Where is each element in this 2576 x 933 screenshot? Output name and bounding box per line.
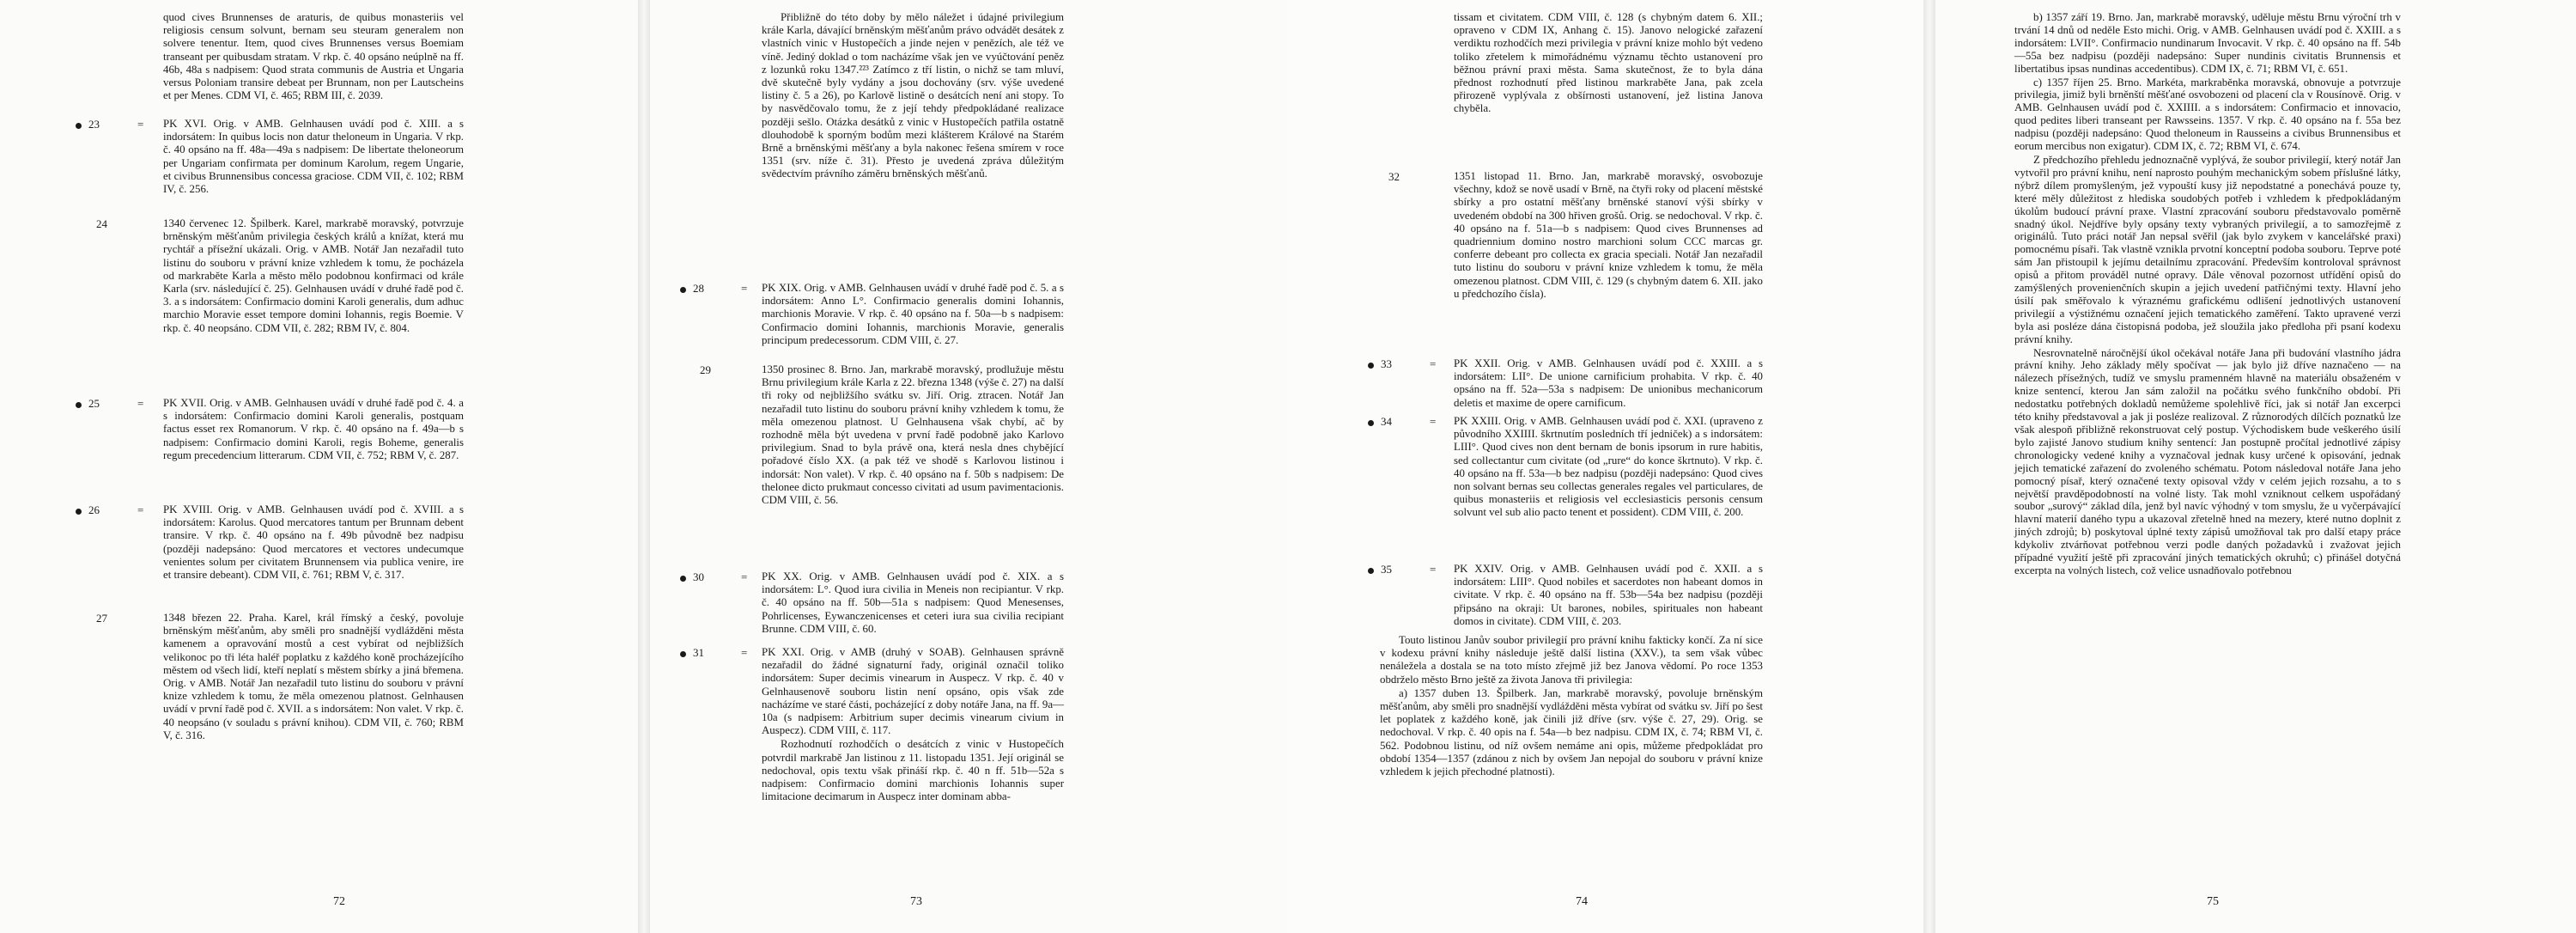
bullet-icon — [1368, 420, 1374, 426]
bullet-icon — [1368, 363, 1374, 369]
page-74 — [1285, 0, 1929, 933]
page-73-entry-28: PK XIX. Orig. v AMB. Gelnhausen uvádí v druhé řadě pod č. 5. a s indorsátem: Anno L°. Confirmacio generalis domini Iohannis, marchionis Moravie. V rkp. č. 40 opsáno na f. 50a—b s nadpisem: Confirmacio domini Iohannis, marchionis Moravie, generalis principum predecessorum. CDM VIII, č. 27. — [762, 282, 1064, 346]
entry-marker-30: 30 — [680, 570, 704, 584]
entry-number-24: 24 — [96, 217, 107, 230]
page-73-entry-30: PK XX. Orig. v AMB. Gelnhausen uvádí pod č. XIX. a s indorsátem: L°. Quod iura civilia in Meneis non recipiantur. V rkp. č. 40 opsáno na ff. 50b—51a s nadpisem: Quod Menesenses, Pohrlicenses, Eywanczenicenses et ceteri iura sua civilia recipiant Brunne. CDM VIII, č. 60. — [762, 570, 1064, 635]
page-73-intro: Přibližně do této doby by mělo náležet i údajné privilegium krále Karla, dávající brněnským měšťanům právo odvádět desátek z vlastních vinic v Hustopečích a jinde nejen v penězích, ale též ve víně. Jediný doklad o tom nacházíme však jen ve vyúčtování peněz z lozunků roku 1347.²²³ Zatímco z tří listin, o nichž se tam mluví, dvě skutečně byly vydány a jsou dochovány (srv. výše uvedené listiny č. 5 a 26), po Karlově listině o desátcích není ani stopy. To by nasvědčovalo tomu, že z její tehdy předpokládané realizace později sešlo. Otázka desátků z vinic v Hustopečích patřila ostatně dlouhodobě k sporným bodům mezi klášterem Králové na Starém Brně a brněnskými měšťany a byla nakonec řešena smírem v roce 1351 (srv. níže č. 31). Přesto je uvedená zpráva důležitým svědectvím právního záměru brněnských měšťanů. — [762, 11, 1064, 180]
page-75 — [1935, 0, 2576, 933]
bullet-icon — [680, 287, 686, 293]
page-75-item-b: b) 1357 září 19. Brno. Jan, markrabě moravský, uděluje městu Brnu výroční trh v trvání 14 dnů od neděle Esto michi. Orig. v AMB. Gelnhausen uvádí pod č. XXIII. a s indorsátem: LVII°. Confirmacio nundinarum Invocavit. V rkp. č. 40 opsáno na ff. 54b—55a bez nadpisu (později nadepsáno: Super nundinis civitatis Brunnensis et libertatibus ipsas nundinas accedentibus). CDM IX, č. 71; RBM VI, č. 651. — [2014, 11, 2401, 75]
page-74-entry-34: PK XXIII. Orig. v AMB. Gelnhausen uvádí pod č. XXI. (upraveno z původního XXIIII. škrtnutím posledních tří jedniček) a s indorsátem: LIII°. Quod cives non dent bernam de bonis ipsorum in rure habitis, sed collectantur cum civitate (od „rure“ do konce škrtnuto). V rkp. č. 40 opsáno na ff. 53a—b bez nadpisu (později nadepsáno: Quod cives non solvant bernas seu collectas generales regales vel particulares, de quibus monasteriis et religiosis vel ecclesiasticis personis censum solvunt vel sub alio pacto tenent et possident). CDM VIII, č. 200. — [1454, 415, 1763, 519]
bullet-icon — [76, 123, 82, 129]
page-75-item-c: c) 1357 říjen 25. Brno. Markéta, markraběnka moravská, obnovuje a potvrzuje privilegia, jimiž byli brněnští měšťané osvobozeni od placení cla v Rousínově. Orig. v AMB. Gelnhausen uvádí pod č. XXIIII. a s indorsátem: Confirmacio et innovacio, quod pedites liberi transeant per Rawsseins. 1357. V rkp. č. 40 opsáno na f. 55a bez nadpisu (později nadepsáno: Quod theloneum in Rausseins a civibus Brunnensibus et eorum mercibus non exigatur). CDM IX, č. 72; RBM VI, č. 674. — [2014, 76, 2401, 153]
entry-number-32: 32 — [1388, 170, 1400, 183]
entry-marker-33: 33 — [1368, 357, 1392, 371]
page-74-tail-1: Touto listinou Janův soubor privilegií pro právní knihu fakticky končí. Za ní sice v kodexu právní knihy následuje ještě další listina (XXV.), ta sem však vůbec nenáležela a dostala se na toto místo zřejmě již bez Janova vědomí. Po roce 1353 obdrželo město Brno ještě za života Janova tři privilegia: — [1380, 634, 1763, 686]
entry-marker-34: 34 — [1368, 415, 1392, 429]
equals-sign: = — [1430, 563, 1437, 576]
bullet-icon — [76, 402, 82, 408]
equals-sign: = — [741, 646, 748, 659]
page-73-entry-29: 1350 prosinec 8. Brno. Jan, markrabě moravský, prodlužuje městu Brnu privilegium krále Karla z 22. března 1348 (výše č. 27) na další tři roky od nejbližšího svátku sv. Jiří. Orig. ztracen. Notář Jan nezařadil tuto listinu do souboru právní knihy vzhledem k tomu, že měla omezenou platnost. U Gelnhausena však chybí, ač by rozhodně měla být uvedena v první řadě podobně jako Karlovo privilegium. Snad to byla právě ona, která nesla dnes chybějící pořadové číslo XX. (a pak též ve shodě s Karlovou listinou i indorsát: Non valet). V rkp. č. 40 opsáno na f. 50b s nadpisem: De thelonee dicto prukmaut concesso civitati ad usum pavimentacionis. CDM VIII, č. 56. — [762, 363, 1064, 507]
page-number-75: 75 — [2207, 895, 2219, 908]
entry-number-29: 29 — [700, 363, 711, 376]
bullet-icon — [1368, 568, 1374, 574]
entry-marker-28: 28 — [680, 282, 704, 296]
page-74-entry-35: PK XXIV. Orig. v AMB. Gelnhausen uvádí pod č. XXII. a s indorsátem: LIII°. Quod nobiles et sacerdotes non habeant domos in civitate. V rkp. č. 40 opsáno na ff. 53b—54a bez nadpisu (později připsáno na okraji: Ut barones, nobiles, spirituales non habeant domos in civitate). CDM VIII, č. 203. — [1454, 563, 1763, 627]
page-74-intro: tissam et civitatem. CDM VIII, č. 128 (s chybným datem 6. XII.; opraveno v CDM IX, Anhang č. 15). Janovo nelogické zařazení verdiktu rozhodčích mezi privilegia v právní knize mohlo být vedeno toliko zřetelem k mimořádnému významu těchto ustanovení pro běžnou právní praxi města. Sama skutečnost, že to byla dána přednost rozhodnutí před listinou markraběte Jana, pak zcela přirozeně vyplývala z obšírnosti ustanovení, jež listina Janova chyběla. — [1454, 11, 1763, 115]
page-72-entry-26: PK XVIII. Orig. v AMB. Gelnhausen uvádí pod č. XVIII. a s indorsátem: Karolus. Quod mercatores tantum per Brunnam debent transire. V rkp. č. 40 opsáno na f. 49b původně bez nadpisu (později nadepsáno: Quod mercatores et vectores undecumque venientes solum per civitatem Brunnensem via publica venire, ire et transire debeant). CDM VII, č. 761; RBM V, č. 317. — [163, 503, 464, 582]
page-74-tail-2: a) 1357 duben 13. Špilberk. Jan, markrabě moravský, povoluje brněnským měšťanům, aby směli pro snadnější vydlážděni města vybírat od svátku sv. Jiří po šest let poplatek z každého koně, jak činili již dříve (srv. výše č. 27, 29). Orig. se nedochoval. V rkp. č. 40 opis na f. 54a—b bez nadpisu. CDM IX, č. 74; RBM VI, č. 562. Podobnou listinu, od níž ovšem nemáme ani opis, můžeme předpokládat pro období 1354—1357 (zdánou z nich by ovšem Jan nepojal do souboru v právní knize vzhledem k jejich přechodné platnosti). — [1380, 686, 1763, 778]
page-73-entry-31: PK XXI. Orig. v AMB (druhý v SOAB). Gelnhausen správně nezařadil do žádné signaturní řady, originál označil toliko indorsátem: Super decimis vinearum in Auspecz. V rkp. č. 40 v Gelnhausenově souboru listin není opsáno, opis však zde nacházíme ve staré části, pocházející z doby notáře Jana, na ff. 9a—10a (s nadpisem: Arbitrium super decimis vinearum civium in Auspecz). CDM VIII, č. 117. — [762, 646, 1064, 737]
equals-sign: = — [137, 397, 144, 410]
equals-sign: = — [137, 118, 144, 131]
equals-sign: = — [1430, 415, 1437, 428]
equals-sign: = — [137, 503, 144, 516]
page-72-intro: quod cives Brunnenses de araturis, de quibus monasteriis vel religiosis censum solvunt, bernam seu steuram generalem non solvere tenentur. Item, quod cives Brunnenses versus Boemiam transeant per quibusdam stratam. V rkp. č. 40 opsáno neúplně na ff. 46b, 48a s nadpisem: Quod strata communis de Austria et Ungaria versus Poloniam transire debeat per Brunnam, non per Lautscheins et per Menes. CDM VI, č. 465; RBM III, č. 2039. — [163, 11, 464, 102]
page-number-73: 73 — [910, 895, 922, 908]
equals-sign: = — [1430, 357, 1437, 370]
page-75-paragraph-2: Nesrovnatelně náročnější úkol očekával notáře Jana při budování vlastního jádra právní knihy. Jeho základy měly spočívat — jak bylo již dříve naznačeno — na nálezech přísežných, tudíž ve smyslu pramenném hlavně na materiálu obsaženém v knize sentencí, kterou Jan sám založil na počátku svého funkčního období. Při nedostatku potřebných dokladů nemůžeme spolehlivě říci, jak si notář Jan excerpci této knihy představoval a jak ji posléze realizoval. Z různorodých dílčích poznatků lze však alespoň přibližně rekonstruovat celý postup. Východiskem bude veškerého úsilí bylo zajisté Janovo studium knihy sentencí: Jan postupně pročítal jednotlivé zápisy chronologicky vedené knihy a vyznačoval jednak kusy určené k opisování, jednak jejich tematické zařazení do zvoleného schématu. Potom následoval notáře Jana jeho pomocný písař, který označené texty opisoval vždy v celém jejich rozsahu, a to s největší pravděpodobností na volné listy. Tak mohl vzniknout celkem uspořádaný soubor „surový“ základ díla, jenž byl navíc výhodný v tom smyslu, že u vyčerpávající hlavní materií daného typu a ukazoval zřetelně hned na mezery, které nutno doplnit z jiných zdrojů; b) poskytoval úplné texty zápisů umožňoval tak pro další etapy práce kdykoliv ztvárňovat potřebnou verzi podle daných požadavků i zvažovat jejich případné využití ještě při zpracování jiných tematických okruhů; c) přinášel dotyčná excerpta na volných listech, což velice usnadňovalo potřebnou — [2014, 346, 2401, 576]
equals-sign: = — [741, 282, 748, 295]
page-73-tail: Rozhodnutí rozhodčích o desátcích z vinic v Hustopečích potvrdil markrabě Jan listinou z 11. listopadu 1351. Její originál se nedochoval, opis textu však přináší rkp. č. 40 n ff. 51b—52a s nadpisem: Confirmacio domini marchionis Iohannis super limitacione decimarum in Auspecz inter dominam abba- — [762, 738, 1064, 803]
page-74-entry-32: 1351 listopad 11. Brno. Jan, markrabě moravský, osvobozuje všechny, kdož se nově usadí v Brně, na čtyři roky od placení městské sbírky a pro ostatní měšťany brněnské stanoví výši sbírky v uvedeném období na 300 hřiven grošů. Orig. se nedochoval. V rkp. č. 40 opsáno na f. 51a—b s nadpisem: Quod cives Brunnenses ad quadriennium domino nostro marchioni solum CCC marcas gr. conferre debeant pro collecta ex gracia speciali. Notář Jan nezařadil tuto listinu do souboru v právní knize vzhledem k tomu, že měla omezenou platnost. CDM VIII, č. 129 (s chybným datem 6. XII. jako u předchozího čísla). — [1454, 170, 1763, 300]
entry-number-27: 27 — [96, 612, 107, 625]
bullet-icon — [680, 651, 686, 657]
binding-gutter — [1923, 0, 1935, 933]
entry-marker-31: 31 — [680, 646, 704, 660]
binding-gutter — [638, 0, 650, 933]
bullet-icon — [680, 576, 686, 582]
page-73 — [650, 0, 1285, 933]
page-75-paragraph-1: Z předchozího přehledu jednoznačně vyplývá, že soubor privilegií, který notář Jan vytvořil pro právní knihu, není naprosto pouhým mechanickým sobem příslušné látky, nýbrž dílem promyšleným, jež vypouští kusy již nepodstatné a ponechává pouze ty, které měly důležitost z hlediska soudobých potřeb i vzhledem k předpokládaným úkolům budoucí právní praxe. Vlastní zpracování souboru představovalo poměrně snadný úkol. Nejdříve byly opsány texty vybraných privilegií, a to samozřejmě z originálů. Tuto práci notář Jan nepsal svěřil (jak bylo zvykem v kancelářské praxi) pomocnému písaři. Tak vlastně vznikla prvotní konceptní podoba souboru. Teprve poté sám Jan přistoupil k jejímu detailnímu zpracování. Především kontroloval správnost opisů a přitom prováděl nutné opravy. Dále věnoval pozornost utřídění opisů do zamýšlených provenienčních skupin a jejich uvedení patřičnými texty. Hlavní jeho úsilí pak směřovalo k výraznému grafickému odlišení jednotlivých ustanovení privilegií a výstižnému označení jejich tematického zaměření. Takto upravené verzi byla asi posléze dána čistopisná podoba, jež sloužila jako předloha při psaní kodexu právní knihy. — [2014, 153, 2401, 345]
bullet-icon — [76, 509, 82, 515]
entry-marker-23: 23 — [76, 118, 100, 131]
entry-marker-26: 26 — [76, 503, 100, 517]
page-72-entry-27: 1348 březen 22. Praha. Karel, král římský a český, povoluje brněnským měšťanům, aby směli pro snadnější vydlážděni města kamenem a opravování mostů a cest vybírat od nejbližších velikonoc po tři léta haléř poplatku z každého koně procházejícího městem od všech lidí, kteří neplatí s městem sbírky a jiná břemena. Orig. v AMB. Notář Jan nezařadil tuto listinu do souboru v právní knize vzhledem k tomu, že měla omezenou platnost. Gelnhausen uvádí v první řadě pod č. XVII. a s indorsátem: Non valet. V rkp. č. 40 neopsáno (v souladu s právní knihou). CDM VII, č. 760; RBM V, č. 316. — [163, 612, 464, 741]
page-72 — [0, 0, 644, 933]
entry-marker-35: 35 — [1368, 563, 1392, 576]
page-72-entry-23: PK XVI. Orig. v AMB. Gelnhausen uvádí pod č. XIII. a s indorsátem: In quibus locis non datur theloneum in Ungaria. V rkp. č. 40 opsáno na ff. 48a—49a s nadpisem: De libertate theloneorum per Ungariam confirmata per dominum Karolum, regem Ungarie, et civibus Brunnensibus concessa graciose. CDM VII, č. 102; RBM IV, č. 256. — [163, 118, 464, 196]
page-number-74: 74 — [1576, 895, 1588, 908]
page-72-entry-24: 1340 červenec 12. Špilberk. Karel, markrabě moravský, potvrzuje brněnským měšťanům privilegia českých králů a knížat, která mu rychtář a přísežní ukázali. Orig. v AMB. Notář Jan nezařadil tuto listinu do souboru v právní knize vzhledem k tomu, že pocházela od markraběte Karla a město mělo podobnou konfirmaci od krále Karla (srv. následující č. 25). Gelnhausen uvádí v druhé řadě pod č. 3. a s indorsátem: Confirmacio domini Karoli generalis, dum adhuc marchio Moravie esset tempore domini Iohannis, regis Boemie. V rkp. č. 40 neopsáno. CDM VII, č. 282; RBM IV, č. 804. — [163, 217, 464, 334]
equals-sign: = — [741, 570, 748, 583]
page-number-72: 72 — [333, 895, 345, 908]
entry-marker-25: 25 — [76, 397, 100, 411]
page-74-entry-33: PK XXII. Orig. v AMB. Gelnhausen uvádí pod č. XXIII. a s indorsátem: LII°. De unione carnificium prohabita. V rkp. č. 40 opsáno na ff. 52a—53a s nadpisem: De unionibus mechanicorum deletis et maxime de opere carnificum. — [1454, 357, 1763, 409]
page-72-entry-25: PK XVII. Orig. v AMB. Gelnhausen uvádí v druhé řadě pod č. 4. a s indorsátem: Confirmacio domini Karoli generalis, postquam factus esset rex Romanorum. V rkp. č. 40 opsáno na f. 49a—b s nadpisem: Confirmacio domini Karoli, regis Boheme, generalis regum precedencium litterarum. CDM VII, č. 752; RBM V, č. 287. — [163, 397, 464, 461]
